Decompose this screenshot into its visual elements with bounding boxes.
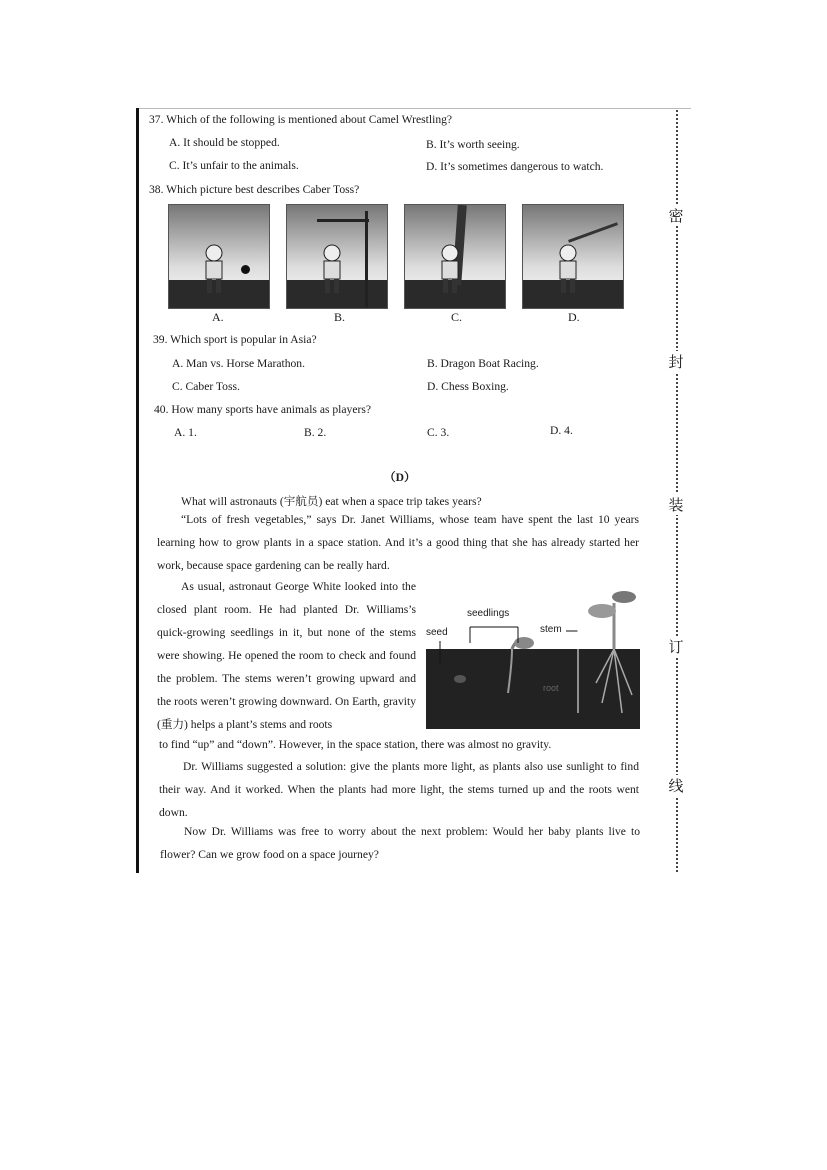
ball-icon [241, 265, 250, 274]
q38-picture-c[interactable] [404, 204, 506, 309]
diagram-label-root: root [543, 683, 559, 693]
q38-stem: 38. Which picture best describes Caber Toss? [149, 183, 360, 196]
q38-picture-a[interactable] [168, 204, 270, 309]
q40-option-a[interactable]: A. 1. [174, 426, 197, 439]
passage-paragraph-2: As usual, astronaut George White looked into the closed plant room. He had planted Dr. Williams’s quick-growing seedlings in it, but none of the stems were showing. He opened the room to check and found the problem. The stems weren’t growing upward and the roots weren’t growing downward. On Earth, gravity (重力) helps a plant’s stems and roots [157, 580, 416, 731]
q38-picture-d[interactable] [522, 204, 624, 309]
passage-paragraph-1: “Lots of fresh vegetables,” says Dr. Janet Williams, whose team have spent the last 10 years learning how to grow plants in a space station. And it’s a good thing that she has already started her work, because space gardening can be really hard. [157, 513, 639, 572]
plant-growth-diagram [426, 583, 640, 729]
child-figure-icon [433, 243, 471, 295]
q37-stem: 37. Which of the following is mentioned about Camel Wrestling? [149, 113, 453, 126]
seal-char-3: 装 [666, 494, 686, 515]
q38-caption-d: D. [568, 310, 580, 324]
left-binding-bar [136, 108, 139, 873]
diagram-label-seedlings: seedlings [467, 608, 510, 619]
passage-paragraph-2-end: to find “up” and “down”. However, in the space station, there was almost no gravity. [159, 738, 552, 751]
hammer-handle-icon [568, 222, 618, 243]
q37-option-a[interactable]: A. It should be stopped. [169, 136, 280, 149]
q37-option-c[interactable]: C. It’s unfair to the animals. [169, 159, 299, 172]
diagram-label-seed: seed [426, 627, 448, 638]
passage-paragraph-3: Dr. Williams suggested a solution: give the plants more light, as plants also use sunlight to find their way. And it worked. When the plants had more light, the stems turned up and the roots went down. [159, 760, 639, 819]
q37-option-d[interactable]: D. It’s sometimes dangerous to watch. [426, 160, 604, 173]
q39-option-b[interactable]: B. Dragon Boat Racing. [427, 357, 539, 370]
seal-char-4: 订 [666, 636, 686, 657]
seal-char-2: 封 [666, 351, 686, 372]
q37-option-b[interactable]: B. It’s worth seeing. [426, 138, 520, 151]
q40-option-b[interactable]: B. 2. [304, 426, 327, 439]
seal-char-1: 密 [666, 205, 686, 226]
post-icon [365, 211, 368, 307]
crossbar-icon [317, 219, 369, 222]
passage-paragraph-4: Now Dr. Williams was free to worry about the next problem: Would her baby plants live to flower? Can we grow food on a space journey? [160, 825, 640, 861]
seal-char-5: 线 [666, 775, 686, 796]
child-figure-icon [551, 243, 589, 295]
child-figure-icon [197, 243, 235, 295]
q40-stem: 40. How many sports have animals as players? [154, 403, 372, 416]
q40-option-c[interactable]: C. 3. [427, 426, 450, 439]
q39-option-a[interactable]: A. Man vs. Horse Marathon. [172, 357, 305, 370]
q38-caption-c: C. [451, 310, 463, 324]
diagram-label-stem: stem [540, 624, 562, 635]
child-figure-icon [315, 243, 353, 295]
q38-picture-b[interactable] [286, 204, 388, 309]
passage-intro: What will astronauts (宇航员) eat when a space trip takes years? [181, 495, 482, 508]
section-heading: （D） [384, 471, 416, 484]
q39-stem: 39. Which sport is popular in Asia? [153, 333, 317, 346]
page-top-rule [138, 108, 691, 109]
q39-option-d[interactable]: D. Chess Boxing. [427, 380, 509, 393]
q40-option-d[interactable]: D. 4. [550, 424, 573, 437]
q38-caption-b: B. [334, 310, 346, 324]
q38-caption-a: A. [212, 310, 224, 324]
q39-option-c[interactable]: C. Caber Toss. [172, 380, 240, 393]
